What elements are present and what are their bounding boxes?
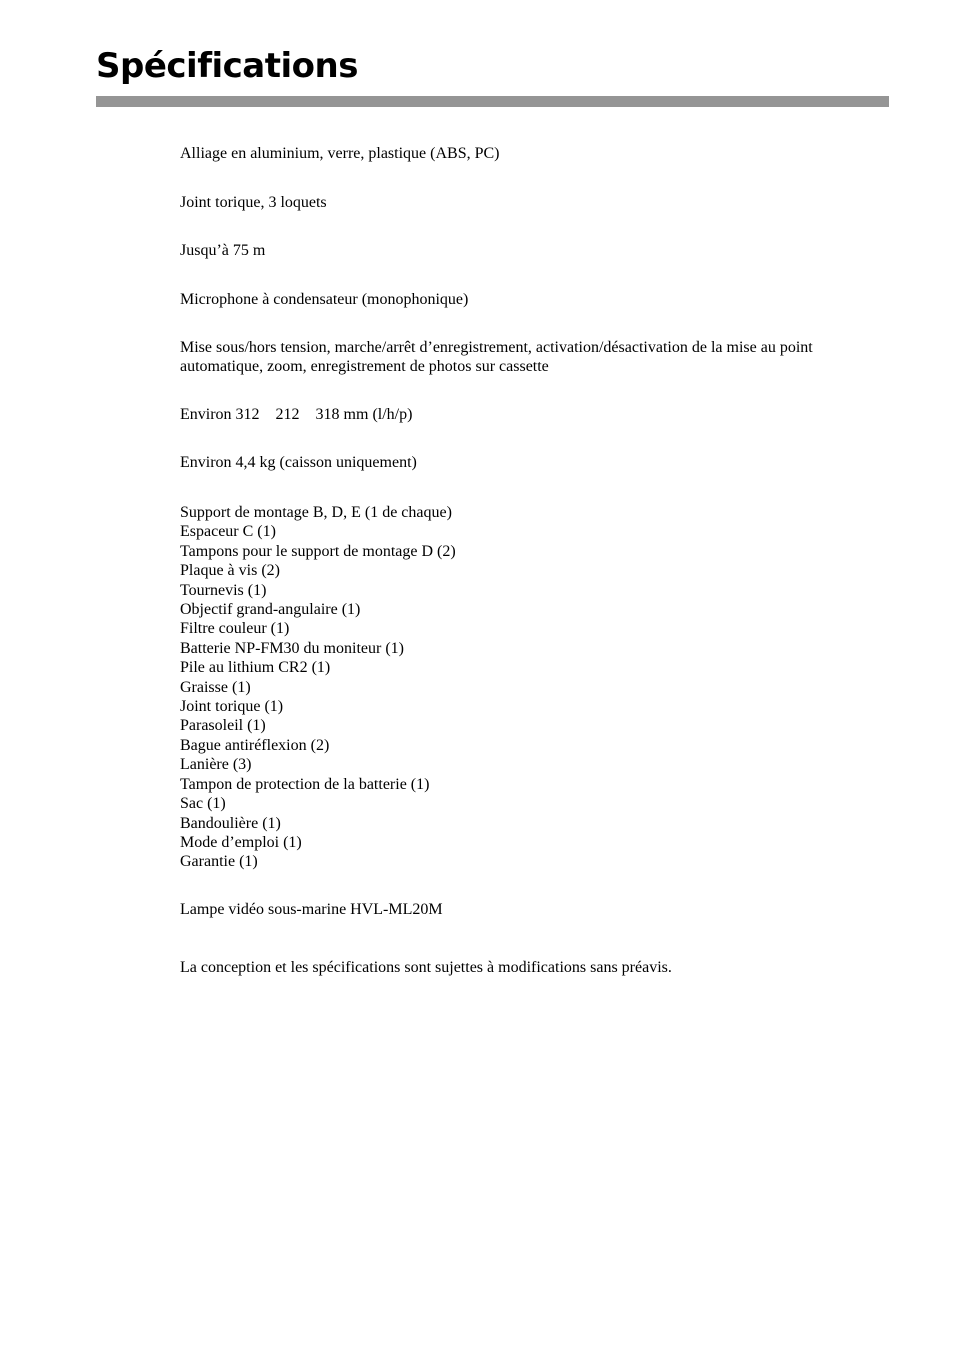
page-title: Spécifications [96,46,358,86]
accessory-item: Bandoulière (1) [180,814,281,832]
spec-depth: Jusqu’à 75 m [180,242,266,259]
accessory-item: Tournevis (1) [180,581,267,599]
accessory-item: Tampons pour le support de montage D (2) [180,542,456,560]
spec-dimensions: Environ 312 212 318 mm (l/h/p) [180,406,413,423]
accessory-item: Tampon de protection de la batterie (1) [180,775,430,793]
accessory-item: Sac (1) [180,795,226,813]
title-rule [96,96,889,107]
spec-material: Alliage en aluminium, verre, plastique (ABS, PC) [180,145,500,162]
spec-microphone: Microphone à condensateur (monophonique) [180,291,469,308]
accessory-item: Parasoleil (1) [180,717,266,735]
accessory-item: Objectif grand-angulaire (1) [180,601,361,619]
accessory-item: Filtre couleur (1) [180,620,290,638]
accessory-item: Garantie (1) [180,853,258,871]
accessory-item: Bague antiréflexion (2) [180,736,330,754]
accessory-item: Graisse (1) [180,678,251,696]
accessory-item: Lanière (3) [180,756,252,774]
accessory-item: Pile au lithium CR2 (1) [180,659,331,677]
accessory-item: Mode d’emploi (1) [180,833,302,851]
accessory-item: Joint torique (1) [180,698,284,716]
spec-optional-accessory: Lampe vidéo sous-marine HVL-ML20M [180,901,443,918]
spec-controls: Mise sous/hors tension, marche/arrêt d’enregistrement, activation/désactivation de la mise au point automatique, zoom, enregistrement de photos sur cassette [180,339,813,376]
accessories-list [180,503,456,872]
accessory-item: Batterie NP-FM30 du moniteur (1) [180,639,404,657]
spec-weight: Environ 4,4 kg (caisson uniquement) [180,454,417,471]
accessory-item: Plaque à vis (2) [180,562,280,580]
specs-change-notice: La conception et les spécifications sont sujettes à modifications sans préavis. [180,959,672,976]
spec-seal: Joint torique, 3 loquets [180,194,327,211]
accessory-item: Espaceur C (1) [180,523,276,541]
accessory-item: Support de montage B, D, E (1 de chaque) [180,504,452,521]
